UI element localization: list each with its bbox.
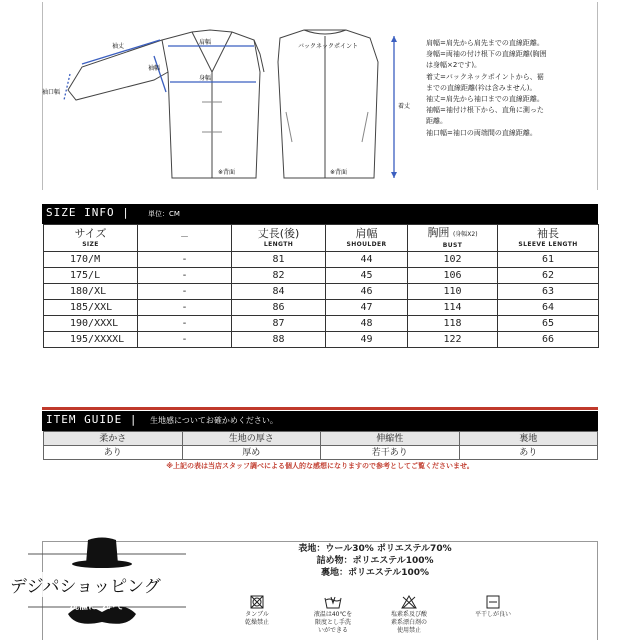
bleach-caution-icon [401, 595, 417, 609]
care-hand-wash: 液温は40℃を 限度とし手洗 いができる [298, 595, 368, 635]
desc-line: 袖口幅=袖口の両端間の直線距離。 [426, 128, 537, 137]
back-caption: ※背面 [330, 169, 348, 176]
guide-note: ※上記の表は当店スタッフ調べによる個人的な感想になりますので参考としてご覧くださいませ。 [166, 462, 474, 470]
table-row: 180/XL - 84 46 110 63 [44, 284, 599, 300]
label-shoulder: 肩幅 [199, 39, 212, 46]
care-no-tumble: タンブル 乾燥禁止 [222, 595, 292, 627]
table-row: 175/L - 82 45 106 62 [44, 268, 599, 284]
desc-line: 肩幅=肩先から肩先までの直線距離。 [426, 39, 544, 47]
header-shoulder: 肩幅 SHOULDER [326, 225, 408, 252]
desc-line: 身幅=両袖の付け根下の直線距離(胸囲 [426, 50, 547, 59]
care-flat-dry: 平干しが良い [458, 595, 528, 619]
header-sleeve: 袖長 SLEEVE LENGTH [498, 225, 599, 252]
size-info-unit: 単位：CM [148, 210, 180, 218]
measure-lines [64, 36, 394, 178]
item-guide-header [42, 411, 598, 431]
item-guide-table [43, 431, 598, 460]
desc-line: は身幅×2です)。 [426, 61, 482, 70]
header-size: サイズ SIZE [44, 225, 138, 252]
label-sleeve: 袖丈 [112, 43, 125, 50]
back-jacket [278, 30, 378, 178]
desc-line: 袖丈=肩先から袖口までの直線距離。 [426, 95, 544, 104]
item-guide-subtitle: 生地感についてお確かめください。 [150, 416, 278, 425]
size-table [43, 224, 599, 348]
material-line: 裏地：ポリエステル100% [321, 568, 429, 578]
header-length: 丈長(後) LENGTH [232, 225, 326, 252]
measurement-description [426, 38, 601, 139]
size-info-title: SIZE INFO | [46, 206, 130, 219]
no-tumble-dry-icon [250, 595, 264, 609]
guide-header-row: 柔かさ 生地の厚さ 伸縮性 裏地 [44, 432, 598, 446]
size-table-header-row [44, 225, 599, 252]
label-bust: 身幅 [199, 75, 212, 82]
table-row: 170/M - 81 44 102 61 [44, 252, 599, 268]
desc-line: 着丈=バックネックポイントから、裾 [426, 72, 544, 81]
size-info-header [42, 204, 598, 224]
care-bleach: 塩素系及び酸 素系漂白剤の 使用禁止 [374, 595, 444, 635]
front-jacket [68, 30, 264, 178]
material-line: 詰め物：ポリエステル100% [316, 556, 434, 566]
front-caption: ※背面 [218, 169, 236, 176]
label-cuff: 袖口幅 [42, 89, 61, 96]
materials [240, 543, 510, 579]
shop-name: デジパショッピング [10, 572, 161, 597]
table-row: 185/XXL - 86 47 114 64 [44, 300, 599, 316]
hand-wash-40-icon [324, 595, 342, 609]
guide-value-row: あり 厚め 若干あり あり [44, 446, 598, 460]
header-bust: 胸囲 (身幅X2) BUST [408, 225, 498, 252]
table-row: 195/XXXXL - 88 49 122 66 [44, 332, 599, 348]
header-blank: － [138, 225, 232, 252]
flat-dry-icon [486, 595, 500, 609]
desc-line: までの直線距離(衿は含みません)。 [426, 83, 537, 92]
desc-line: 袖幅=袖付け根下から、直角に測った [426, 106, 544, 115]
item-guide-title: ITEM GUIDE | [46, 413, 138, 426]
material-line: 表地：ウール30% ポリエステル70% [298, 544, 452, 554]
label-length: 着丈 [398, 103, 411, 110]
table-row: 190/XXXL - 87 48 118 65 [44, 316, 599, 332]
guide-accent-line [42, 407, 598, 410]
wash-title: 洗濯について [70, 602, 124, 612]
desc-line: 距離。 [426, 117, 447, 126]
label-back-neck: バックネックポイント [298, 43, 358, 50]
label-armhole: 袖幅 [148, 65, 161, 72]
